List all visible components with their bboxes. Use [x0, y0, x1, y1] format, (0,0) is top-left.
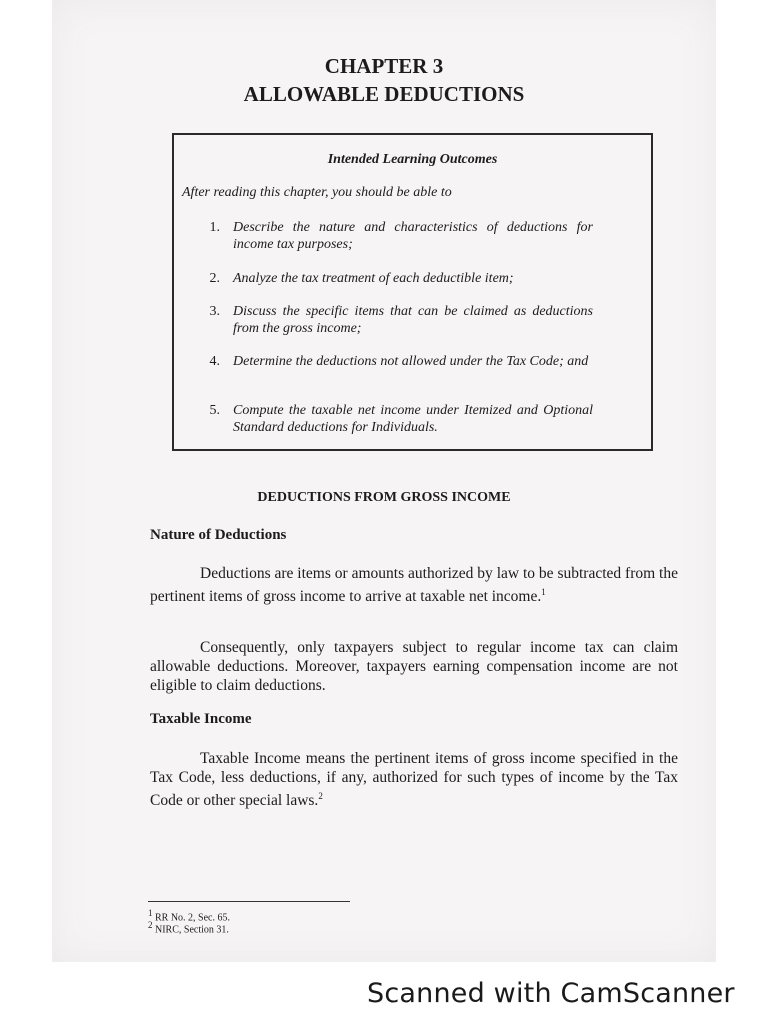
nature-paragraph-1-text: Deductions are items or amounts authorized by law to be subtracted from the pertinent items of gross income to arrive at taxable net income. — [150, 565, 678, 606]
outcome-text: Discuss the specific items that can be claimed as deductions from the gross income; — [233, 304, 593, 336]
outcomes-intro: After reading this chapter, you should be able to — [182, 185, 452, 200]
footnote-ref: 2 — [318, 791, 323, 801]
nature-paragraph-1 — [150, 564, 678, 606]
nature-heading: Nature of Deductions — [150, 527, 287, 543]
footnote-mark: 2 — [148, 920, 153, 930]
chapter-title: ALLOWABLE DEDUCTIONS — [243, 82, 525, 106]
nature-paragraph-2-text: Consequently, only taxpayers subject to regular income tax can claim allowable deductions. Moreover, taxpayers earning compensation income are not eligible to claim deductions. — [150, 639, 678, 694]
outcome-text: Compute the taxable net income under Itemized and Optional Standard deductions for Individuals. — [233, 403, 593, 435]
chapter-number: CHAPTER 3 — [324, 54, 444, 78]
nature-paragraph-2 — [150, 638, 678, 695]
taxable-income-heading: Taxable Income — [150, 711, 252, 727]
outcome-text: Describe the nature and characteristics of deductions for income tax purposes; — [233, 220, 593, 252]
outcome-number: 1. — [209, 220, 220, 235]
chapter-heading — [0, 52, 768, 108]
outcome-text: Determine the deductions not allowed under the Tax Code; and — [233, 354, 589, 369]
taxable-income-paragraph — [150, 749, 678, 810]
camscanner-watermark: Scanned with CamScanner — [367, 978, 735, 1009]
footnote-text: NIRC, Section 31. — [155, 924, 229, 936]
footnote-ref: 1 — [541, 587, 546, 597]
section-title: DEDUCTIONS FROM GROSS INCOME — [257, 490, 511, 505]
outcome-number: 5. — [209, 403, 220, 418]
learning-outcomes-box — [172, 133, 653, 451]
outcomes-heading: Intended Learning Outcomes — [327, 152, 498, 167]
outcome-number: 3. — [209, 304, 220, 319]
taxable-income-text: Taxable Income means the pertinent items of gross income specified in the Tax Code, less deductions, if any, authorized for such types of income by the Tax Code or other special laws. — [150, 750, 678, 810]
footnote-divider — [148, 901, 350, 902]
outcome-number: 4. — [209, 354, 220, 369]
footnote-text: RR No. 2, Sec. 65. — [155, 912, 230, 924]
outcome-text: Analyze the tax treatment of each deductible item; — [233, 271, 514, 286]
outcome-number: 2. — [209, 271, 220, 286]
footnote-2 — [148, 920, 229, 935]
footnote-mark: 1 — [148, 908, 153, 918]
